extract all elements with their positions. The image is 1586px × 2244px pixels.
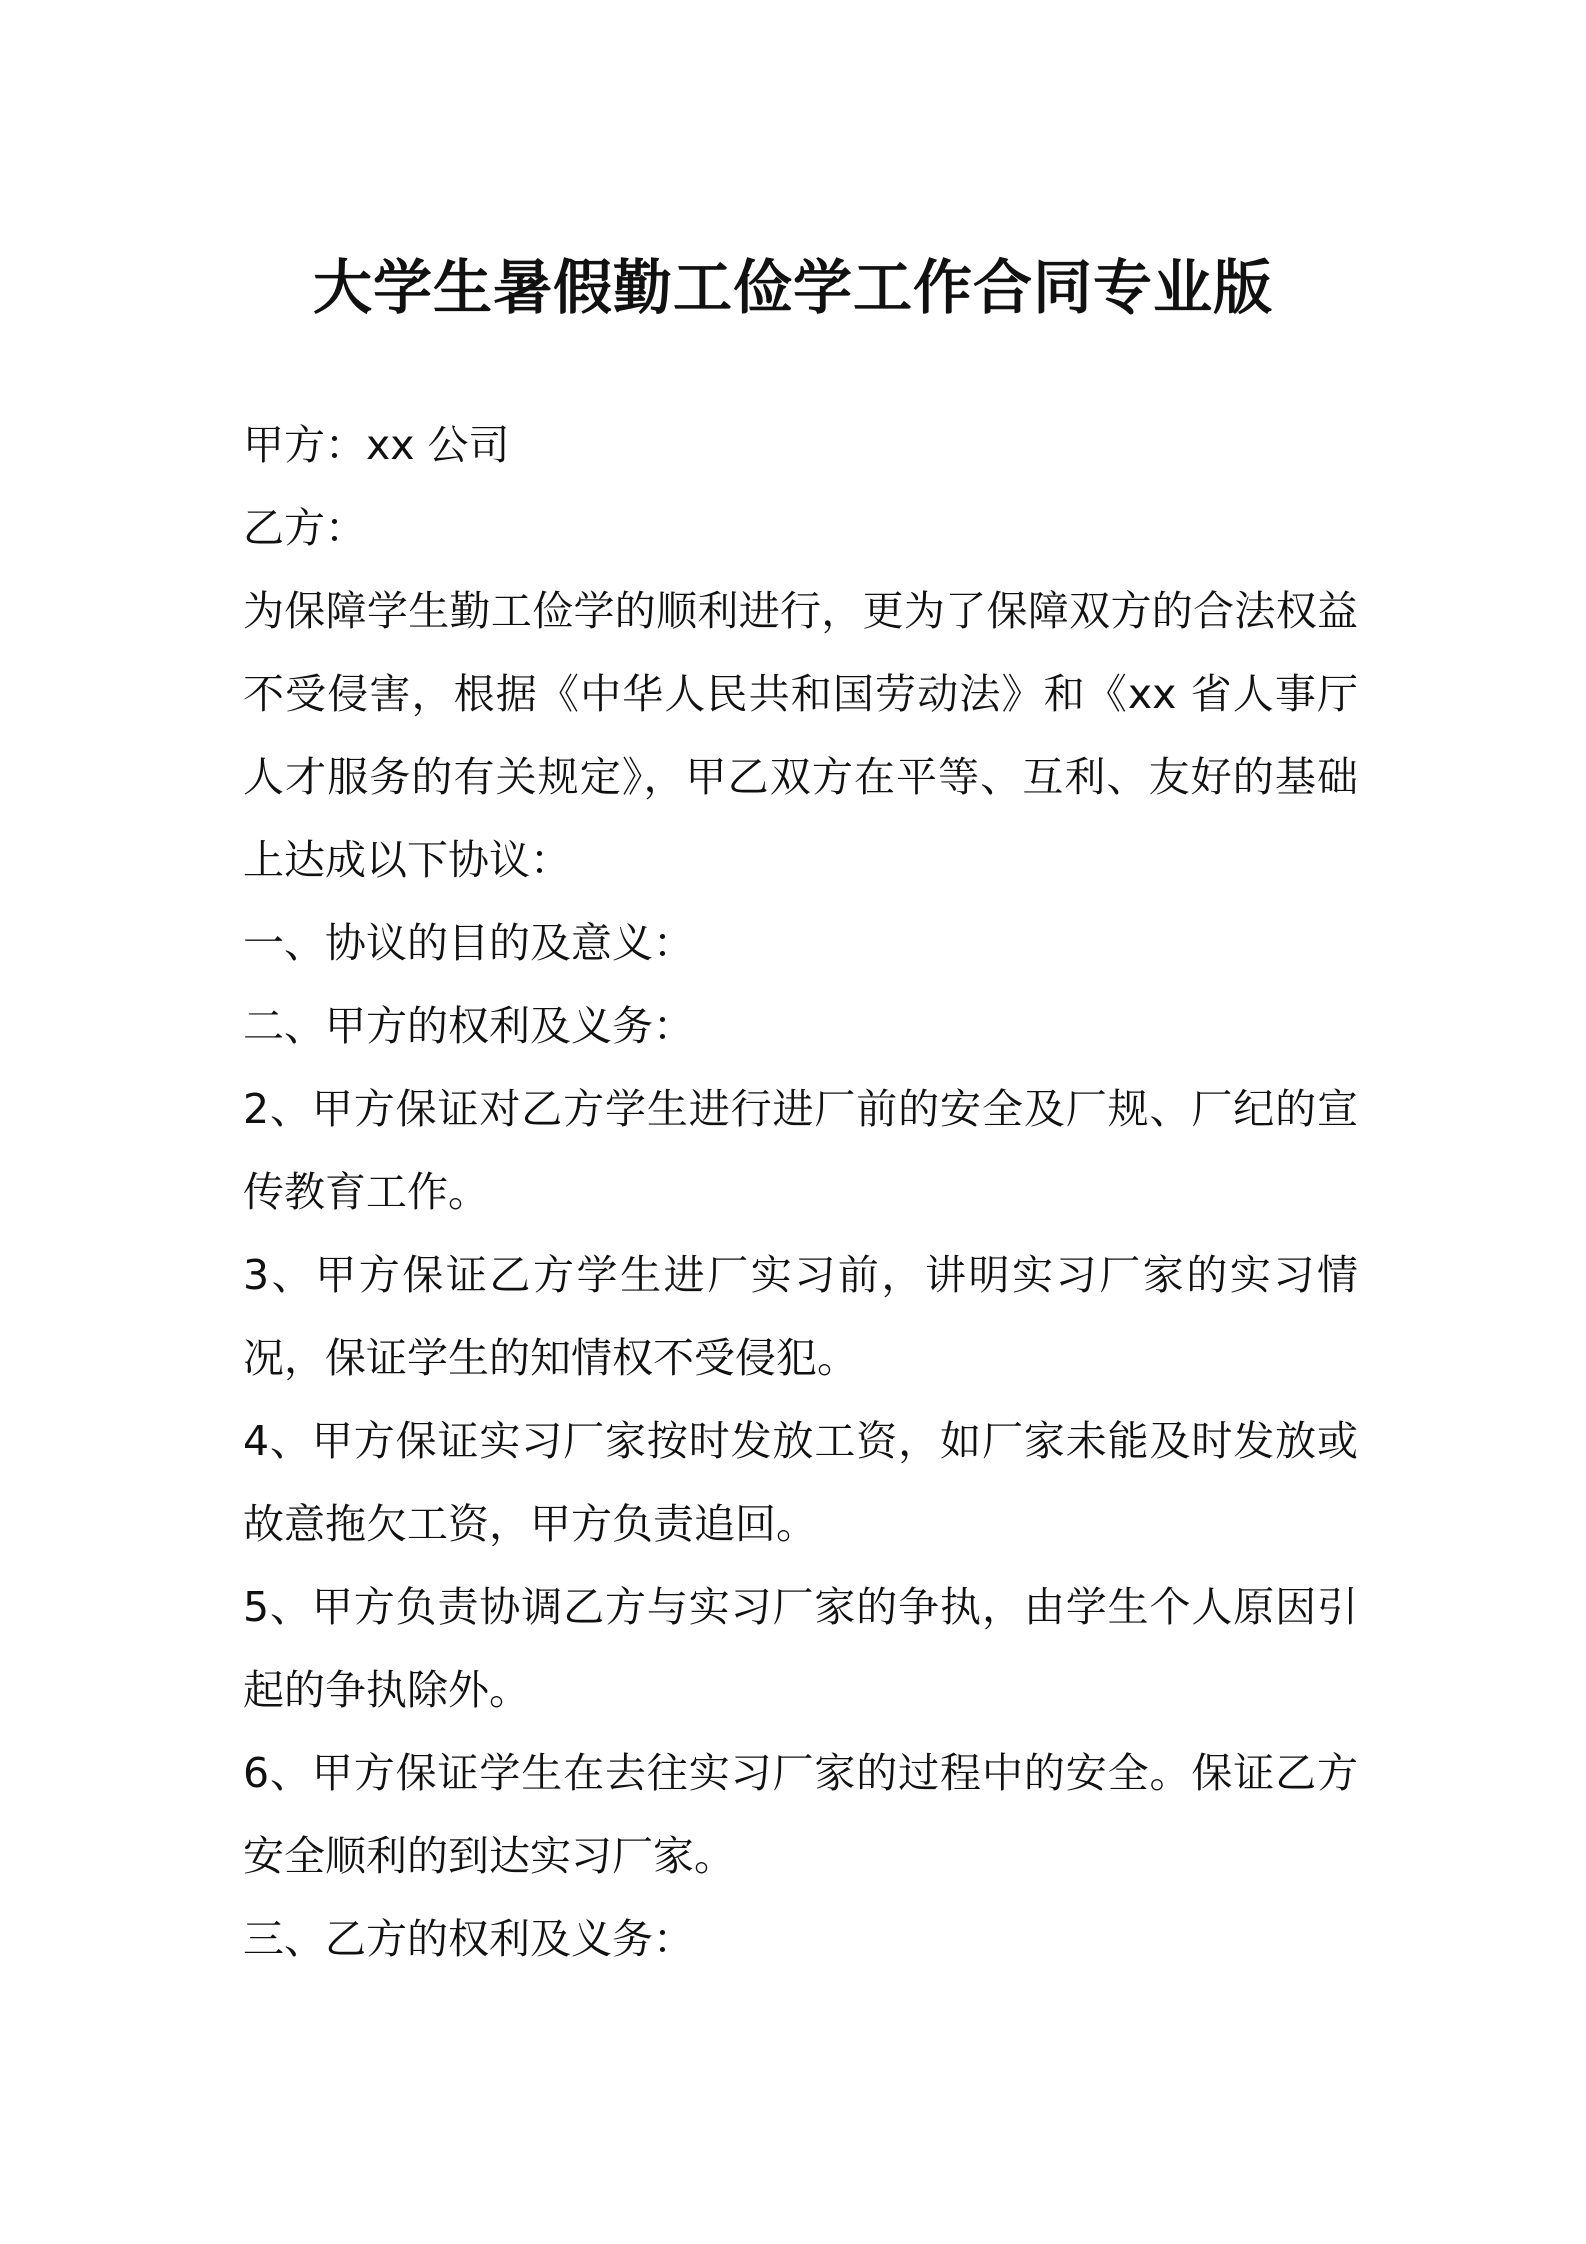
clause-6: 6、甲方保证学生在去往实习厂家的过程中的安全。保证乙方安全顺利的到达实习厂家。 [243, 1749, 1358, 1880]
section-heading-1: 一、协议的目的及意义： [243, 919, 694, 967]
clause-5: 5、甲方负责协调乙方与实习厂家的争执，由学生个人原因引起的争执除外。 [243, 1583, 1358, 1714]
document-title: 大学生暑假勤工俭学工作合同专业版 [312, 253, 1273, 322]
party-a-line: 甲方：xx 公司 [243, 421, 510, 469]
clause-3: 3、甲方保证乙方学生进厂实习前，讲明实习厂家的实习情况，保证学生的知情权不受侵犯。 [243, 1251, 1358, 1382]
clause-2: 2、甲方保证对乙方学生进行进厂前的安全及厂规、厂纪的宣传教育工作。 [243, 1085, 1358, 1216]
section-heading-2: 二、甲方的权利及义务： [243, 1002, 694, 1050]
preamble-paragraph: 为保障学生勤工俭学的顺利进行，更为了保障双方的合法权益不受侵害，根据《中华人民共和国劳动法》和《xx 省人事厅人才服务的有关规定》，甲乙双方在平等、互利、友好的基础上达成以下协议： [243, 587, 1358, 884]
party-b-line: 乙方： [243, 504, 366, 552]
section-heading-3: 三、乙方的权利及义务： [243, 1915, 694, 1963]
clause-4: 4、甲方保证实习厂家按时发放工资，如厂家未能及时发放或故意拖欠工资，甲方负责追回。 [243, 1417, 1358, 1548]
document-body [243, 404, 1358, 1981]
